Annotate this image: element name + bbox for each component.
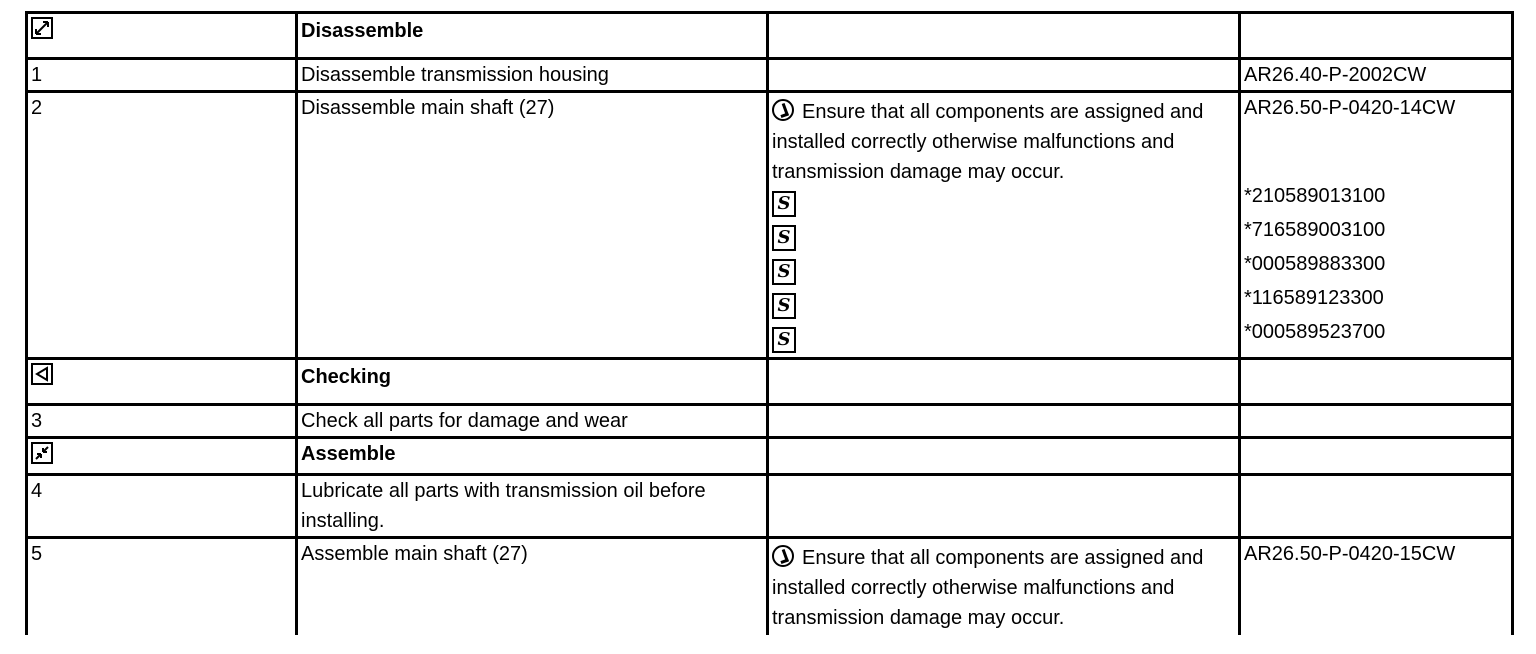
step-number: 5 bbox=[27, 538, 297, 636]
table-row bbox=[27, 59, 1513, 92]
tool-code: *000589523700 bbox=[1244, 321, 1386, 343]
tool-code: *000589883300 bbox=[1244, 253, 1386, 275]
section-title: Assemble bbox=[297, 438, 768, 475]
tool-code: *716589003100 bbox=[1244, 219, 1386, 241]
assemble-icon bbox=[31, 442, 53, 464]
section-title: Checking bbox=[297, 359, 768, 405]
step-number: 4 bbox=[27, 475, 297, 538]
step-number: 1 bbox=[27, 59, 297, 92]
step-note-cell bbox=[768, 538, 1240, 636]
attention-icon bbox=[772, 545, 794, 567]
section-title: Disassemble bbox=[297, 13, 768, 59]
special-tool-icon: S bbox=[772, 225, 796, 251]
step-reference: AR26.50-P-0420-15CW bbox=[1240, 538, 1513, 636]
step-text: Lubricate all parts with transmission oil before installing. bbox=[297, 475, 768, 538]
checking-cell bbox=[27, 359, 297, 405]
procedure-table bbox=[25, 11, 1514, 635]
step-reference: AR26.50-P-0420-14CW bbox=[1244, 97, 1456, 119]
table-row bbox=[27, 475, 1513, 538]
step-text: Disassemble main shaft (27) bbox=[297, 92, 768, 359]
step-note-cell bbox=[768, 92, 1240, 359]
assemble-cell bbox=[27, 438, 297, 475]
disassemble-icon bbox=[31, 17, 53, 39]
table-row bbox=[27, 92, 1513, 359]
special-tool-icon: S bbox=[772, 191, 796, 217]
disassemble-cell bbox=[27, 13, 297, 59]
checking-icon bbox=[31, 363, 53, 385]
table-row bbox=[27, 405, 1513, 438]
special-tool-icon: S bbox=[772, 293, 796, 319]
step-number: 3 bbox=[27, 405, 297, 438]
step-note: Ensure that all components are assigned and installed correctly otherwise malfunctions and transmission damage may occur. bbox=[772, 547, 1204, 629]
attention-icon bbox=[772, 99, 794, 121]
step-number: 2 bbox=[27, 92, 297, 359]
special-tool-icon: S bbox=[772, 259, 796, 285]
step-text: Disassemble transmission housing bbox=[297, 59, 768, 92]
tool-code: *210589013100 bbox=[1244, 185, 1386, 207]
section-header-checking bbox=[27, 359, 1513, 405]
step-reference: AR26.40-P-2002CW bbox=[1240, 59, 1513, 92]
special-tool-icon: S bbox=[772, 327, 796, 353]
step-reference-cell bbox=[1240, 92, 1513, 359]
section-header-assemble bbox=[27, 438, 1513, 475]
step-text: Assemble main shaft (27) bbox=[297, 538, 768, 636]
tool-code: *116589123300 bbox=[1244, 287, 1384, 309]
section-header-disassemble bbox=[27, 13, 1513, 59]
step-text: Check all parts for damage and wear bbox=[297, 405, 768, 438]
step-note: Ensure that all components are assigned and installed correctly otherwise malfunctions and transmission damage may occur. bbox=[772, 101, 1204, 183]
table-row bbox=[27, 538, 1513, 636]
